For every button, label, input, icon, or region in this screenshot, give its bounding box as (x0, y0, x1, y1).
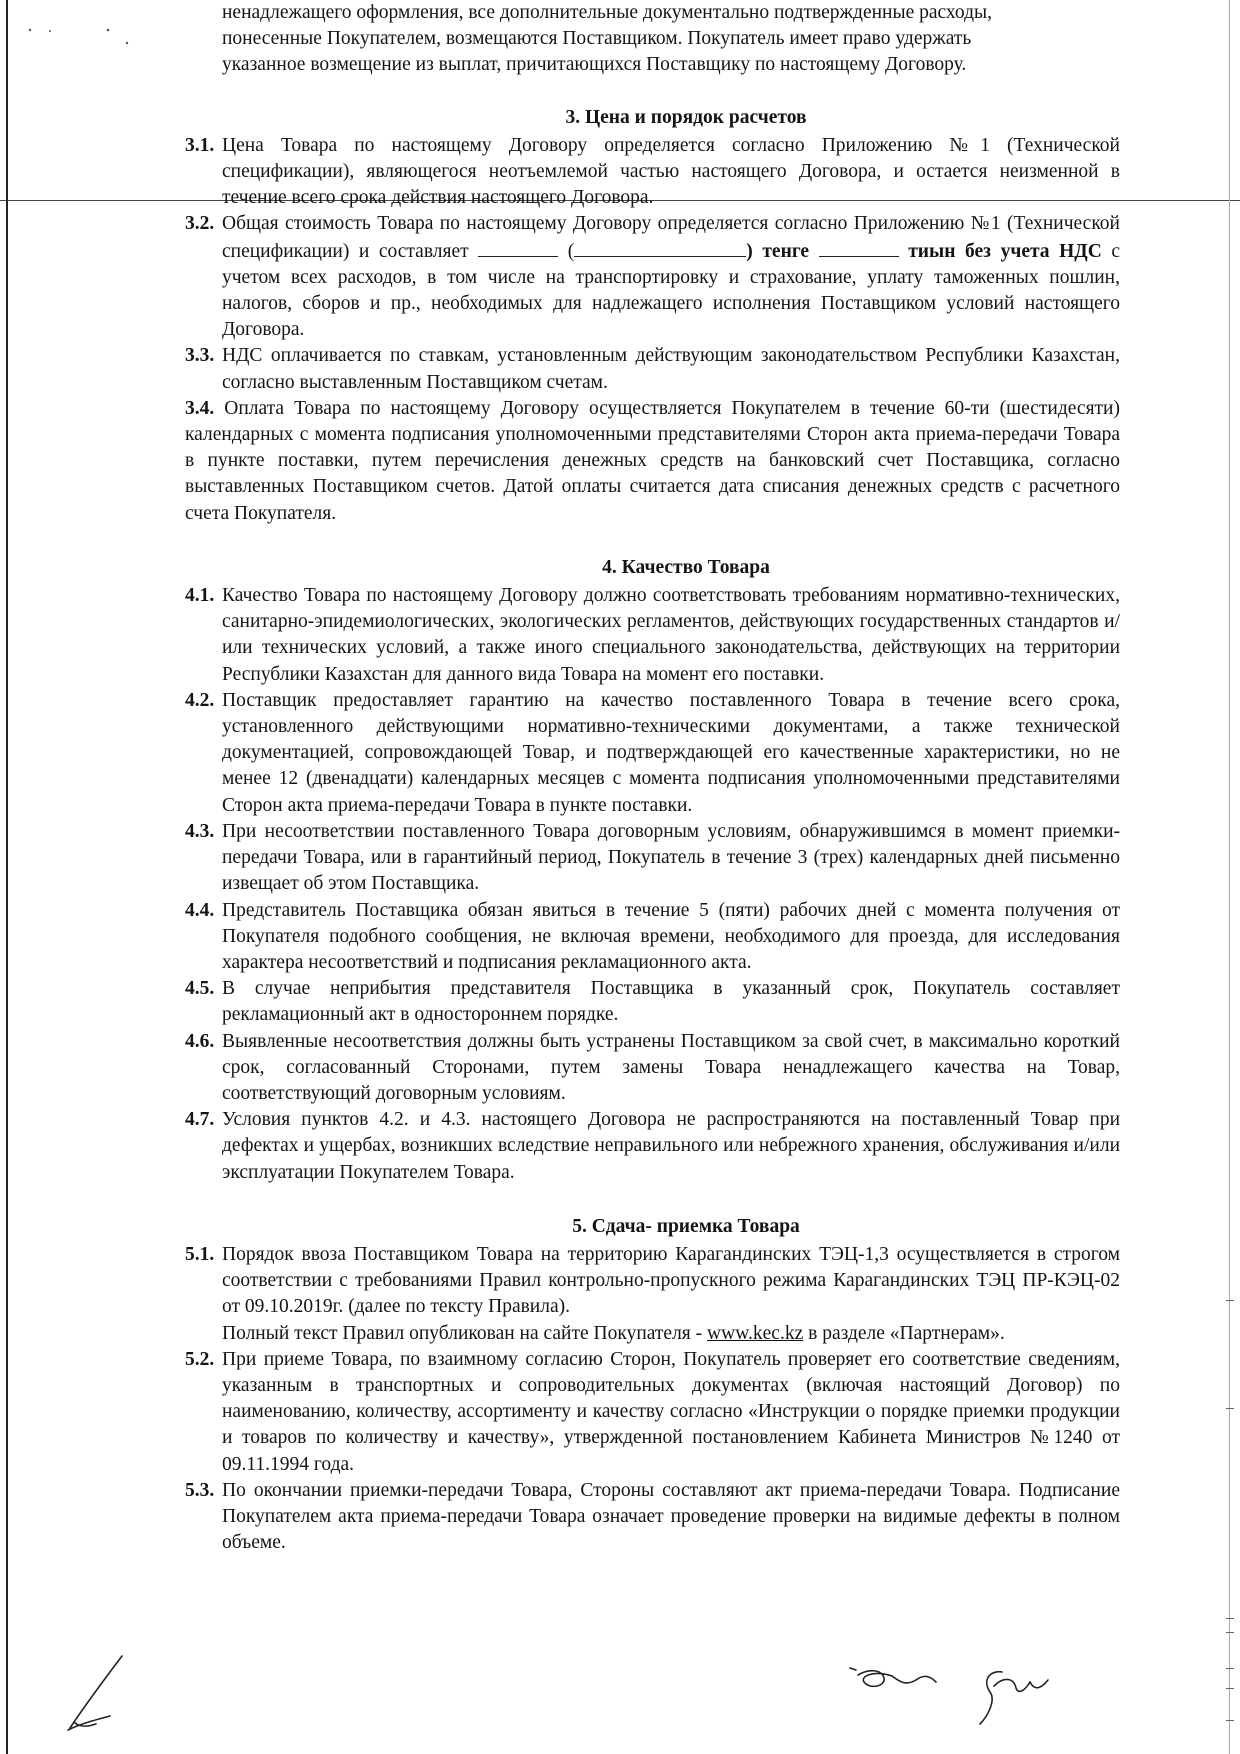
clause-number: 3.3. (185, 345, 215, 367)
clause-4-2 (185, 688, 1120, 819)
clause-number: 3.1. (185, 134, 215, 156)
clause-text: Представитель Поставщика обязан явиться в течение 5 (пяти) рабочих дней с момента получения от Покупателя подобного сообщения, не включая времени, необходимого для проезда, для исследования характера несоответствий и подписания рекламационного акта. (222, 899, 1120, 973)
tiyn-blank (819, 238, 899, 257)
clause-text: в разделе «Партнерам». (803, 1322, 1005, 1344)
section-title: 4. Качество Товара (602, 556, 770, 578)
clause-text: Выявленные несоответствия должны быть устранены Поставщиком за свой счет, в максимально короткий срок, согласованный Сторонами, путем замены Товара ненадлежащего качества на Товар, соответствующий договорным условиям. (222, 1030, 1120, 1104)
right-signature-1 (850, 1668, 936, 1686)
clause-text: ) тенге (746, 240, 810, 262)
left-initial-signature (68, 1656, 122, 1730)
scan-specks (0, 0, 200, 60)
clause-text: с учетом всех расходов, в том числе на транспортировку и страхование, уплату таможенных пошлин, налогов, сборов и пр., необходимых для надлежащего исполнения Поставщиком условий настоящего Договора. (222, 240, 1120, 341)
clause-3-3 (185, 343, 1120, 395)
clause-3-1 (185, 133, 1120, 212)
right-signature-2 (980, 1672, 1048, 1724)
clause-3-2 (185, 211, 1120, 343)
clause-text: Поставщик предоставляет гарантию на качество поставленного Товара в течение всего срока, установленного действующими нормативно-техническими документами, а также технической документацией, сопровождающей Товар, и подтверждающей его качественные характеристики, но не менее 12 (двенадцати) календарных месяцев с момента подписания уполномоченными представителями Сторон акта приема-передачи Товара в пункте поставки. (222, 689, 1120, 816)
clause-text: Качество Товара по настоящему Договору должно соответствовать требованиям нормативно-технических, санитарно-эпидемиологических, экологических регламентов, действующих государственных стандартов и/или технических условий, а также иного специального законодательства, действующих на территории Республики Казахстан для данного вида Товара на момент его поставки. (222, 585, 1120, 685)
clause-4-3 (185, 819, 1120, 898)
clause-4-7 (185, 1107, 1120, 1186)
clause-text: тиын без учета НДС (908, 240, 1102, 262)
clause-3-4 (185, 396, 1120, 527)
scan-margin-line (6, 0, 8, 1754)
intro-line: указанное возмещение из выплат, причитающихся Поставщику по настоящему Договору. (222, 54, 967, 76)
clause-text: По окончании приемки-передачи Товара, Стороны составляют акт приема-передачи Товара. Подписание Покупателем акта приема-передачи Товара означает проведение проверки на видимые дефекты в полном объеме. (222, 1479, 1120, 1554)
section-title: 3. Цена и порядок расчетов (565, 106, 807, 128)
clause-number: 3.4. (185, 397, 215, 419)
clause-text: Цена Товара по настоящему Договору определяется согласно Приложению №1 (Технической спецификации), являющегося неотъемлемой частью настоящего Договора, и остается неизменной в течение всего срока действия настоящего Договора. (222, 134, 1120, 209)
clause-number: 5.2. (185, 1348, 215, 1370)
document-body (185, 0, 1120, 1556)
clause-text: При несоответствии поставленного Товара договорным условиям, обнаружившимся в момент приемки-передачи Товара, или в гарантийный период, Покупатель в течение 3 (трех) календарных дней письменно извещает об этом Поставщика. (222, 820, 1120, 895)
amount-words-blank (574, 238, 746, 257)
clause-number: 4.7. (185, 1109, 215, 1131)
clause-text: ( (567, 240, 575, 262)
clause-number: 4.4. (185, 899, 215, 921)
clause-4-1 (185, 583, 1120, 688)
clause-number: 4.1. (185, 585, 215, 607)
clause-text: В случае неприбытия представителя Поставщика в указанный срок, Покупатель составляет рекламационный акт в одностороннем порядке. (222, 978, 1120, 1026)
clause-number: 5.3. (185, 1479, 215, 1501)
clause-4-6 (185, 1029, 1120, 1108)
clause-number: 4.5. (185, 978, 215, 1000)
kec-website-link[interactable]: www.kec.kz (707, 1322, 804, 1344)
intro-line: ненадлежащего оформления, все дополнительные документально подтвержденные расходы, (222, 2, 992, 23)
clause-text: Порядок ввоза Поставщиком Товара на территорию Карагандинских ТЭЦ-1,3 осуществляется в строгом соответствии с требованиями Правил контрольно-пропускного режима Карагандинских ТЭЦ ПР-КЭЦ-02 от 09.10.2019г. (далее по тексту Правила). (222, 1243, 1120, 1318)
clause-text: При приеме Товара, по взаимному согласию Сторон, Покупатель проверяет его соответствие сведениям, указанным в транспортных и сопроводительных документах (включая настоящий Договор) по наименованию, количеству, ассортименту и качеству согласно «Инструкции о порядке приемки продукции и товаров по количеству и качеству», утвержденной постановлением Кабинета Министров №1240 от 09.11.1994 года. (222, 1348, 1120, 1475)
margin-tick (1226, 1618, 1234, 1619)
clause-subparagraph (222, 1321, 1120, 1347)
clause-number: 4.6. (185, 1030, 215, 1052)
intro-paragraph (222, 0, 1120, 79)
clause-number: 5.1. (185, 1243, 215, 1265)
clause-number: 3.2. (185, 213, 215, 235)
clause-4-5 (185, 976, 1120, 1028)
margin-tick (1226, 1408, 1234, 1409)
intro-line: понесенные Покупателем, возмещаются Поставщиком. Покупатель имеет право удержать (222, 28, 972, 50)
margin-marks (1200, 0, 1240, 1754)
clause-5-1 (185, 1242, 1120, 1347)
clause-4-4 (185, 898, 1120, 977)
clause-number: 4.2. (185, 689, 215, 711)
clause-text: НДС оплачивается по ставкам, установленным действующим законодательством Республики Казахстан, согласно выставленным Поставщиком счетам. (222, 345, 1120, 393)
amount-blank (478, 238, 558, 257)
section-title: 5. Сдача- приемка Товара (572, 1215, 800, 1237)
clause-text: Условия пунктов 4.2. и 4.3. настоящего Договора не распространяются на поставленный Товар при дефектах и ущербах, возникших вследствие неправильного или небрежного хранения, обслуживания и/или эксплуатации Покупателем Товара. (222, 1109, 1120, 1183)
clause-text: Общая стоимость Товара по настоящему Договору определяется согласно Приложению №1 (Технической спецификации) и составляет (222, 213, 1120, 262)
signatures (0, 1620, 1240, 1750)
clause-text: Полный текст Правил опубликован на сайте Покупателя - (222, 1322, 708, 1344)
margin-tick (1226, 1300, 1234, 1301)
clause-5-2 (185, 1347, 1120, 1478)
clause-number: 4.3. (185, 820, 215, 842)
clause-5-3 (185, 1478, 1120, 1557)
clause-text: Оплата Товара по настоящему Договору осуществляется Покупателем в течение 60-ти (шестидесяти) календарных с момента подписания уполномоченными представителями Сторон акта приема-передачи Товара в пункте поставки, путем перечисления денежных средств на банковский счет Поставщика, согласно выставленных Поставщиком счетов. Датой оплаты считается дата списания денежных средств с расчетного счета Покупателя. (185, 397, 1120, 524)
